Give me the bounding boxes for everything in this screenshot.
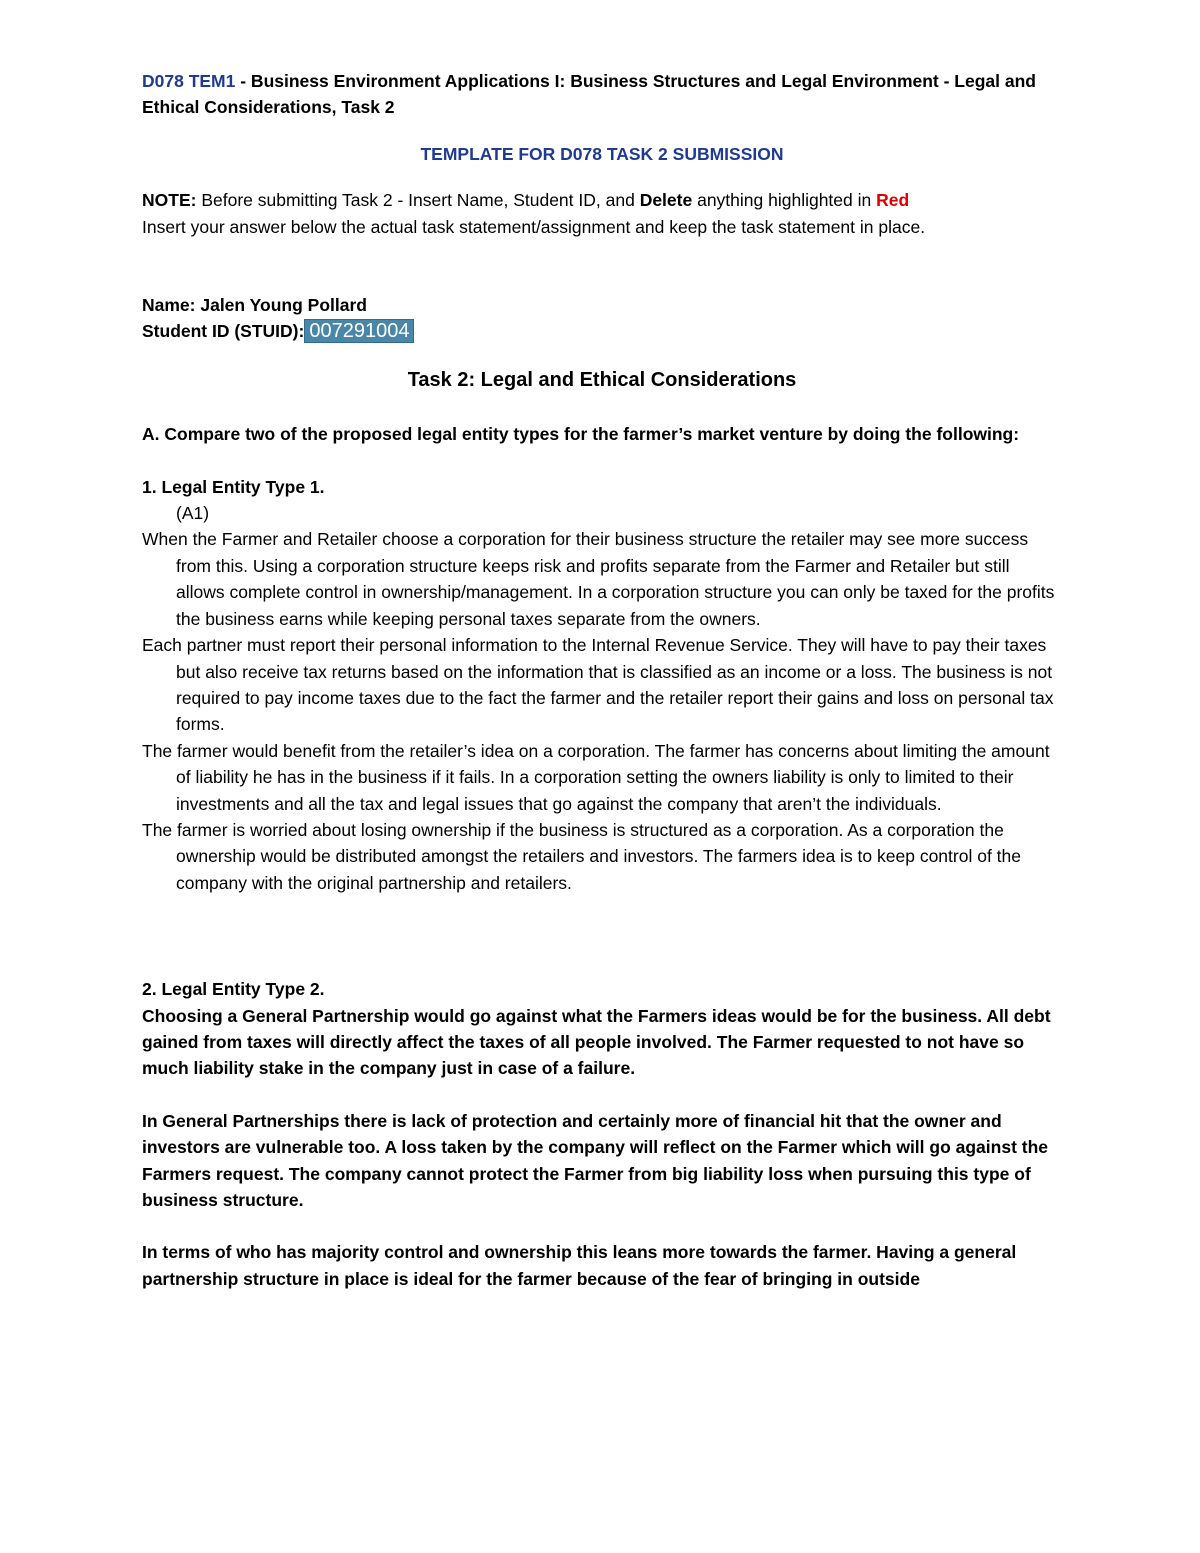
note-instruction: Insert your answer below the actual task statement/assignment and keep the task statement in place. (142, 216, 926, 237)
entity-1-paragraph: The farmer would benefit from the retailer’s idea on a corporation. The farmer has concerns about limiting the amount of liability he has in the business if it fails. In a corporation setting the owners liability is only to limited to their investments and all the tax and legal issues that go against the company that aren’t the individuals. (142, 740, 1050, 814)
task-title: Task 2: Legal and Ethical Considerations (407, 368, 797, 391)
note-text-2: anything highlighted in (692, 190, 877, 211)
entity-2-paragraph: In General Partnerships there is lack of protection and certainly more of financial hit that the owner and investors are vulnerable too. A loss taken by the company will reflect on the Farmer which will go against the Farmers request. The company cannot protect the Farmer from big liability loss when pursuing this type of business structure. (142, 1110, 1049, 1210)
note-text-1: Before submitting Task 2 - Insert Name, Student ID, and (196, 190, 640, 211)
template-title: TEMPLATE FOR D078 TASK 2 SUBMISSION (420, 143, 784, 164)
entity-1-paragraph: When the Farmer and Retailer choose a corporation for their business structure the retailer may see more success from this. Using a corporation structure keeps risk and profits separate from the Farmer and Retailer but still allows complete control in ownership/management. In a corporation structure you can only be taxed for the profits the business earns while keeping personal taxes separate from the owners. (142, 529, 1055, 629)
section-a-heading: A. Compare two of the proposed legal entity types for the farmer’s market venture by doing the following: (142, 424, 1020, 445)
student-id-label: Student ID (STUID): (142, 321, 305, 342)
course-code: D078 TEM1 (142, 71, 236, 91)
entity-1-paragraph: The farmer is worried about losing ownership if the business is structured as a corporation. As a corporation the ownership would be distributed amongst the retailers and investors. The farmers idea is to keep control of the company with the original partnership and retailers. (142, 819, 1021, 893)
course-header (142, 68, 1062, 121)
entity-1-heading: 1. Legal Entity Type 1. (142, 476, 325, 497)
note-label: NOTE: (142, 190, 197, 211)
entity-2-paragraph: Choosing a General Partnership would go against what the Farmers ideas would be for the business. All debt gained from taxes will directly affect the taxes of all people involved. The Farmer requested to not have so much liability stake in the company just in case of a failure. (142, 1005, 1051, 1079)
a1-label: (A1) (176, 503, 210, 524)
student-name: Name: Jalen Young Pollard (142, 295, 367, 316)
entity-2-heading: 2. Legal Entity Type 2. (142, 979, 325, 1000)
course-title: - Business Environment Applications I: Business Structures and Legal Environment - Legal and Ethical Considerations, Task 2 (142, 71, 1036, 118)
student-id-value: 007291004 (304, 319, 414, 343)
entity-1-paragraph: Each partner must report their personal information to the Internal Revenue Service. They will have to pay their taxes but also receive tax returns based on the information that is classified as an income or a loss. The business is not required to pay income taxes due to the fact the farmer and the retailer report their gains and loss on personal tax forms. (142, 635, 1054, 735)
student-id-line (142, 318, 1062, 344)
document-page (142, 68, 1062, 1292)
note-delete-word: Delete (639, 190, 693, 211)
note-line (142, 187, 1062, 213)
entity-2-paragraph: In terms of who has majority control and ownership this leans more towards the farmer. Having a general partnership structure in place is ideal for the farmer because of the fear of bringing in outside (142, 1242, 1017, 1289)
note-red-word: Red (876, 190, 910, 211)
